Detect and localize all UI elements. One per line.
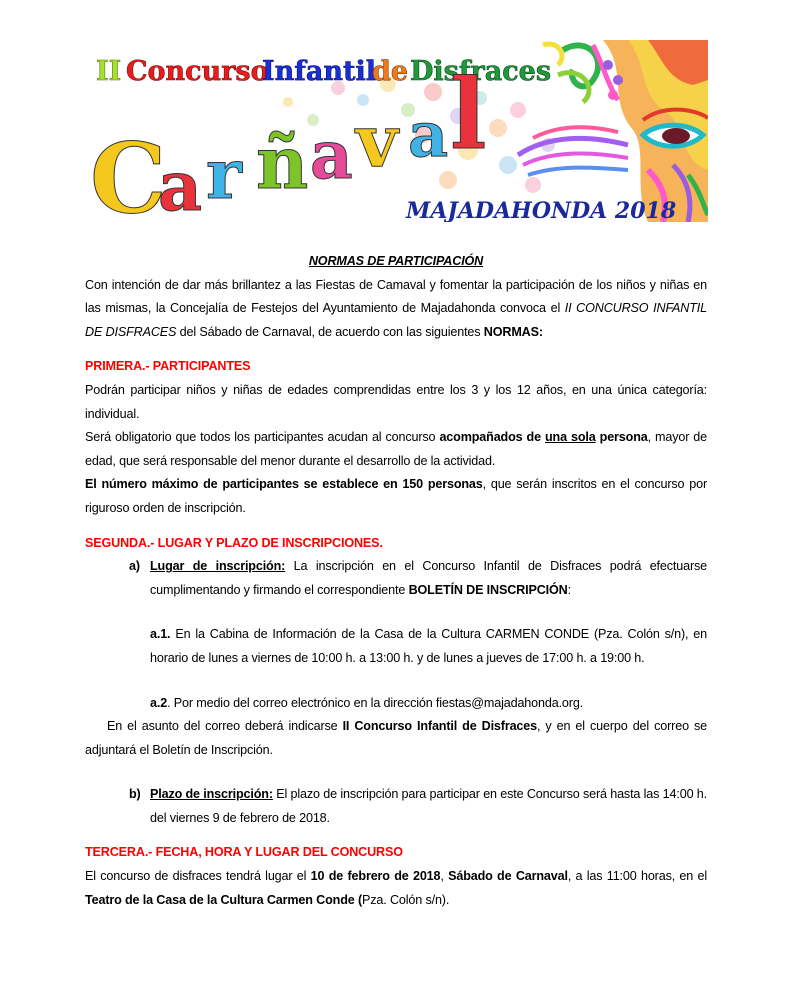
banner-subtitle: MAJADAHONDA 2018 (406, 198, 677, 222)
banner-letter: ñ (256, 120, 309, 205)
banner-title-word: Concurso (126, 56, 269, 87)
bold-text: Sábado de Carnaval (448, 869, 568, 884)
banner-letter: a (408, 98, 449, 171)
bold-text: El número máximo de participantes se establece en (85, 477, 403, 492)
text: La inscripción en el Concurso Infantil de Disfraces podrá efectuarse cumplimentando y firmando el correspondiente (150, 559, 708, 597)
bold-text: Teatro de la Casa de la Cultura Carmen Conde ( (85, 892, 362, 907)
primera-paragraph-3 (85, 473, 707, 520)
text: . Por medio del correo electrónico en la dirección (167, 695, 436, 710)
item-a (85, 555, 707, 602)
text: En la Cabina de Información de la Casa de la Cultura CARMEN CONDE (Pza. Colón s/n), en horario de lunes a viernes de 10:00 h. a 13:00 h. y de lunes a jueves de 17:00 h. a 19:00 h. (150, 627, 707, 665)
banner-letter: a (158, 147, 203, 222)
banner-letter: v (356, 98, 398, 183)
bold-text: acompañados de (439, 430, 541, 445)
page-title: NORMAS DE PARTICIPACIÓN (308, 254, 484, 268)
carnaval-banner (88, 40, 708, 222)
banner-title-word: II (96, 56, 122, 87)
banner-letter: a (310, 116, 353, 194)
banner-graphic (88, 40, 708, 222)
bold-text: II Concurso Infantil de Disfraces (342, 719, 537, 734)
underlined-bold-text: una sola (545, 430, 596, 445)
banner-title-word: Infantil (262, 56, 376, 87)
banner-letter: r (206, 135, 242, 215)
email-instructions (85, 715, 707, 762)
item-label: a.2 (150, 695, 168, 710)
text: El concurso de disfraces tendrá lugar el (85, 869, 311, 884)
section-heading-tercera: TERCERA.- FECHA, HORA Y LUGAR DEL CONCURSO (85, 845, 403, 860)
item-label: b) (129, 787, 141, 802)
text: , (440, 869, 449, 884)
primera-paragraph-1: Podrán participar niños y niñas de edades comprendidas entre los 3 y los 12 años, en una única categoría: individual. (85, 382, 707, 421)
tercera-paragraph (85, 865, 707, 912)
item-b (85, 783, 707, 830)
intro-text: del Sábado de Carnaval, de acuerdo con las siguientes (176, 324, 484, 339)
banner-letter: l (450, 58, 487, 171)
banner-letter: C (90, 122, 167, 222)
contest-name: II CONCURSO INFANTIL DE DISFRACES (85, 301, 707, 339)
item-a2 (85, 692, 707, 716)
email-address[interactable]: fiestas@majadahonda.org (435, 695, 580, 710)
primera-paragraph-2 (85, 426, 707, 473)
bold-text: BOLETÍN DE INSCRIPCIÓN (408, 582, 568, 597)
bold-text: 10 de febrero de 2018 (310, 869, 441, 884)
bold-text: persona (599, 430, 648, 445)
item-a1 (85, 623, 707, 670)
text: Será obligatorio que todos los participantes acudan al concurso (85, 430, 440, 445)
text: El plazo de inscripción para participar en este Concurso será hasta las 14:00 h. del viernes 9 de febrero de 2018. (150, 787, 708, 825)
section-heading-segunda: SEGUNDA.- LUGAR Y PLAZO DE INSCRIPCIONES. (85, 535, 383, 550)
text: , que serán inscritos en el concurso por riguroso orden de inscripción. (85, 477, 707, 515)
text: . (579, 695, 584, 710)
document-body (85, 250, 707, 912)
text: En el asunto del correo deberá indicarse (107, 719, 343, 734)
item-label: a) (129, 559, 140, 574)
bold-text: 150 personas (402, 477, 483, 492)
text: , y en el cuerpo del correo se adjuntará el Boletín de Inscripción. (85, 719, 708, 757)
text: : (567, 582, 571, 597)
text: Pza. Colón s/n). (362, 892, 450, 907)
item-label: a.1. (150, 627, 171, 642)
section-heading-primera: PRIMERA.- PARTICIPANTES (85, 359, 251, 374)
normas-label: NORMAS: (483, 324, 543, 339)
item-title: Plazo de inscripción: (150, 787, 273, 802)
intro-paragraph (85, 274, 707, 345)
banner-title-word: de (372, 56, 409, 87)
item-title: Lugar de inscripción: (150, 559, 286, 574)
text: , mayor de edad, que será responsable del menor durante el desarrollo de la actividad. (85, 430, 708, 468)
banner-title-word: Disfraces (410, 56, 552, 87)
text: , a las 11:00 horas, en el (567, 869, 708, 884)
intro-text: Con intención de dar más brillantez a las Fiestas de Camaval y fomentar la participación de los niños y niñas en las mismas, la Concejalía de Festejos del Ayuntamiento de Majadahonda convoca el (85, 277, 707, 316)
